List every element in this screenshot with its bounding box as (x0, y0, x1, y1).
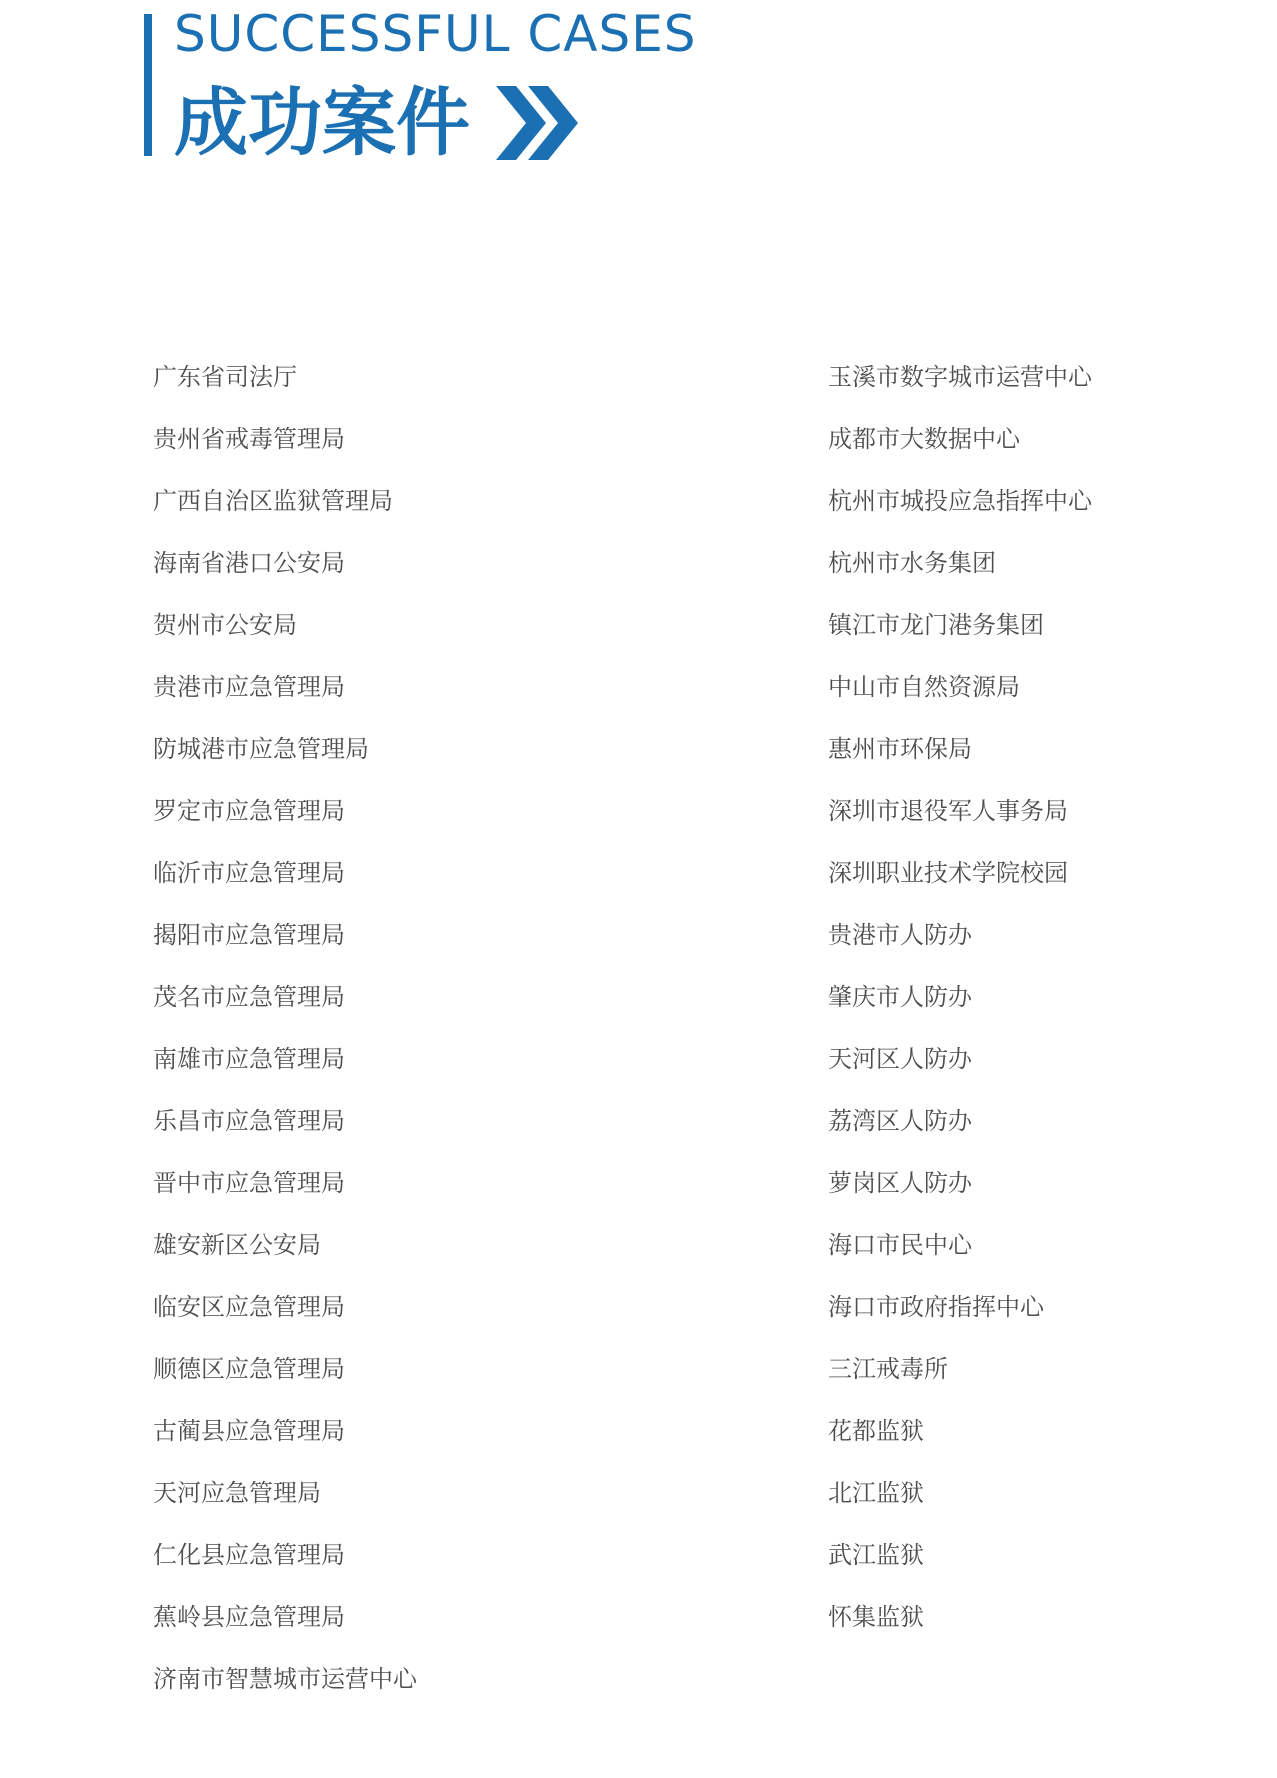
case-list-item: 蕉岭县应急管理局 (153, 1603, 345, 1631)
case-list-item: 罗定市应急管理局 (153, 797, 345, 825)
header-accent-bar (144, 14, 152, 156)
case-list-item: 中山市自然资源局 (828, 673, 1020, 701)
case-list-item: 惠州市环保局 (828, 735, 972, 763)
case-list-item: 武江监狱 (828, 1541, 924, 1569)
case-list-item: 晋中市应急管理局 (153, 1169, 345, 1197)
case-list-left (153, 362, 417, 1726)
case-list-item: 深圳市退役军人事务局 (828, 797, 1068, 825)
case-list-item: 花都监狱 (828, 1417, 924, 1445)
case-list-item: 顺德区应急管理局 (153, 1355, 345, 1383)
case-list-item: 深圳职业技术学院校园 (828, 859, 1068, 887)
case-list-item: 天河区人防办 (828, 1045, 972, 1073)
case-list-item: 萝岗区人防办 (828, 1169, 972, 1197)
case-list-item: 天河应急管理局 (153, 1479, 321, 1507)
case-list-item: 海南省港口公安局 (153, 549, 345, 577)
case-list-item: 怀集监狱 (828, 1603, 924, 1631)
case-list-item: 茂名市应急管理局 (153, 983, 345, 1011)
case-list-item: 南雄市应急管理局 (153, 1045, 345, 1073)
case-list-item: 镇江市龙门港务集团 (828, 611, 1044, 639)
case-list-item: 揭阳市应急管理局 (153, 921, 345, 949)
case-list-item: 三江戒毒所 (828, 1355, 948, 1383)
case-list-item: 海口市政府指挥中心 (828, 1293, 1044, 1321)
case-list-item: 肇庆市人防办 (828, 983, 972, 1011)
case-list-item: 杭州市水务集团 (828, 549, 996, 577)
case-list-item: 防城港市应急管理局 (153, 735, 369, 763)
case-list-item: 广西自治区监狱管理局 (153, 487, 393, 515)
case-list-item: 济南市智慧城市运营中心 (153, 1665, 417, 1693)
double-chevron-right-icon (496, 86, 578, 160)
case-list-item: 贵港市人防办 (828, 921, 972, 949)
case-list-item: 海口市民中心 (828, 1231, 972, 1259)
case-list-item: 贺州市公安局 (153, 611, 297, 639)
case-list-item: 临沂市应急管理局 (153, 859, 345, 887)
case-list-item: 广东省司法厅 (153, 363, 297, 391)
case-list-item: 贵州省戒毒管理局 (153, 425, 345, 453)
case-list-item: 仁化县应急管理局 (153, 1541, 345, 1569)
case-list-item: 荔湾区人防办 (828, 1107, 972, 1135)
case-list-right (828, 362, 1092, 1664)
section-title-cn: 成功案件 (174, 80, 470, 166)
case-list-item: 临安区应急管理局 (153, 1293, 345, 1321)
case-list-item: 北江监狱 (828, 1479, 924, 1507)
case-list-item: 乐昌市应急管理局 (153, 1107, 345, 1135)
case-list-item: 雄安新区公安局 (153, 1231, 321, 1259)
case-list-item: 玉溪市数字城市运营中心 (828, 363, 1092, 391)
case-list-item: 杭州市城投应急指挥中心 (828, 487, 1092, 515)
case-list-item: 贵港市应急管理局 (153, 673, 345, 701)
case-list-item: 古蔺县应急管理局 (153, 1417, 345, 1445)
section-title-en: SUCCESSFUL CASES (174, 5, 697, 63)
case-list-item: 成都市大数据中心 (828, 425, 1020, 453)
